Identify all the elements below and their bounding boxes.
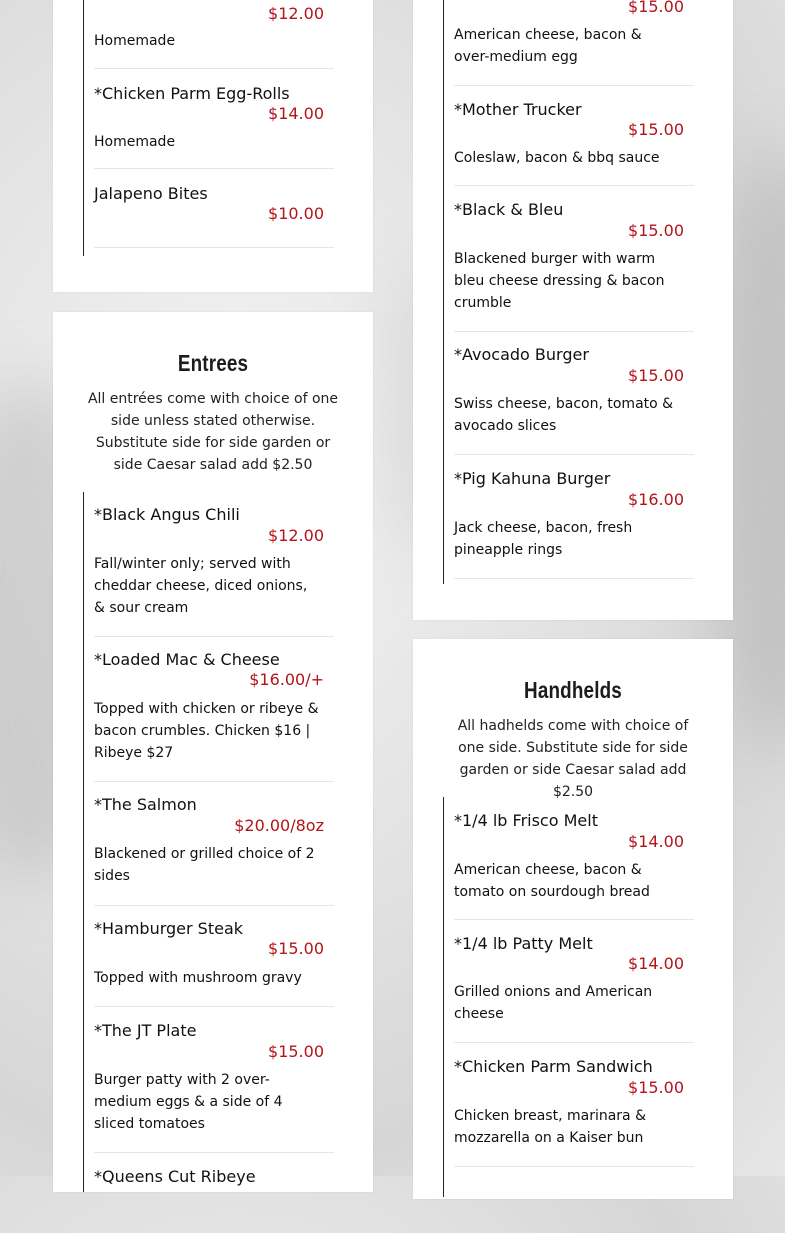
menu-item xyxy=(94,782,334,906)
item-name: *Loaded Mac & Cheese xyxy=(94,650,280,669)
item-price: $16.00 xyxy=(628,490,684,509)
menu-item xyxy=(454,920,694,1043)
item-description: Fall/winter only; served with cheddar cheese, diced onions, & sour cream xyxy=(94,556,308,616)
item-description: American cheese, bacon & tomato on sourdough bread xyxy=(454,862,650,900)
menu-item xyxy=(94,637,334,782)
menu-item xyxy=(454,0,694,86)
item-price: $15.00 xyxy=(628,1078,684,1097)
item-price: $15.00 xyxy=(268,1042,324,1061)
menu-item-list xyxy=(83,0,334,256)
menu-item xyxy=(94,1153,334,1233)
menu-item-list xyxy=(443,797,694,1197)
item-price: $14.00 xyxy=(268,104,324,123)
burgers-card xyxy=(413,0,733,620)
item-price: $15.00 xyxy=(628,120,684,139)
item-name: *Chicken Parm Egg-Rolls xyxy=(94,84,290,103)
menu-item xyxy=(94,1007,334,1153)
menu-item xyxy=(94,906,334,1007)
item-name: *The Salmon xyxy=(94,795,197,814)
item-name: *1/4 lb Frisco Melt xyxy=(454,811,598,830)
item-price: $15.00 xyxy=(268,939,324,958)
menu-item xyxy=(454,86,694,186)
item-price: $15.00 xyxy=(628,221,684,240)
item-name: *Avocado Burger xyxy=(454,345,589,364)
item-price: $12.00 xyxy=(268,526,324,545)
item-description: Homemade xyxy=(94,33,176,49)
item-price: $20.00/8oz xyxy=(234,816,324,835)
item-description: Topped with mushroom gravy xyxy=(94,970,302,986)
item-description: Chicken breast, marinara & mozzarella on a Kaiser bun xyxy=(454,1108,647,1146)
menu-item xyxy=(454,186,694,332)
item-name: *Mother Trucker xyxy=(454,100,582,119)
item-price: $14.00 xyxy=(628,832,684,851)
handhelds-card xyxy=(413,639,733,1199)
item-description: Swiss cheese, bacon, tomato & avocado slices xyxy=(454,396,674,434)
item-description: Grilled onions and American cheese xyxy=(454,984,653,1022)
item-description: Blackened or grilled choice of 2 sides xyxy=(94,846,315,884)
item-description: Homemade xyxy=(94,134,176,150)
menu-item-list xyxy=(83,492,334,1192)
section-description: All entrées come with choice of one side unless stated otherwise. Substitute side for side garden or side Caesar salad add $2.50 xyxy=(87,391,339,473)
item-name: Jalapeno Bites xyxy=(94,184,208,203)
menu-item xyxy=(454,797,694,920)
item-description: American cheese, bacon & over-medium egg xyxy=(454,27,642,65)
menu-item-list xyxy=(443,0,694,584)
menu-item xyxy=(454,332,694,455)
item-name: *Queens Cut Ribeye xyxy=(94,1167,256,1186)
item-name: *1/4 lb Patty Melt xyxy=(454,934,593,953)
item-name: *Chicken Parm Sandwich xyxy=(454,1057,653,1076)
item-name: *Hamburger Steak xyxy=(94,919,244,938)
item-price: $10.00 xyxy=(268,204,324,223)
menu-item xyxy=(94,69,334,169)
section-title: Entrees xyxy=(177,350,249,376)
section-description: All hadhelds come with choice of one side. Substitute side for side garden or side Caesar salad add $2.50 xyxy=(457,718,689,800)
item-name: *Pig Kahuna Burger xyxy=(454,469,611,488)
menu-item xyxy=(94,169,334,248)
item-price: $14.00 xyxy=(628,954,684,973)
entrees-card xyxy=(53,312,373,1192)
item-name: *Black Angus Chili xyxy=(94,505,240,524)
menu-item xyxy=(454,455,694,579)
item-price: $12.00 xyxy=(268,4,324,23)
item-description: Jack cheese, bacon, fresh pineapple rings xyxy=(454,520,633,558)
item-description: Burger patty with 2 over-medium eggs & a side of 4 sliced tomatoes xyxy=(94,1072,283,1132)
item-price: $16.00/+ xyxy=(249,670,324,689)
item-name: *Black & Bleu xyxy=(454,200,564,219)
item-name: *The JT Plate xyxy=(94,1021,197,1040)
menu-item xyxy=(454,1043,694,1167)
section-title: Handhelds xyxy=(524,677,622,703)
appetizers-card xyxy=(53,0,373,292)
item-description: Blackened burger with warm bleu cheese dressing & bacon crumble xyxy=(454,251,665,311)
menu-item xyxy=(94,492,334,637)
item-description: Coleslaw, bacon & bbq sauce xyxy=(454,150,660,166)
item-price: $15.00 xyxy=(628,366,684,385)
item-price: $15.00 xyxy=(628,0,684,16)
item-description: Topped with chicken or ribeye & bacon crumbles. Chicken $16 | Ribeye $27 xyxy=(94,701,319,761)
menu-item xyxy=(94,0,334,69)
